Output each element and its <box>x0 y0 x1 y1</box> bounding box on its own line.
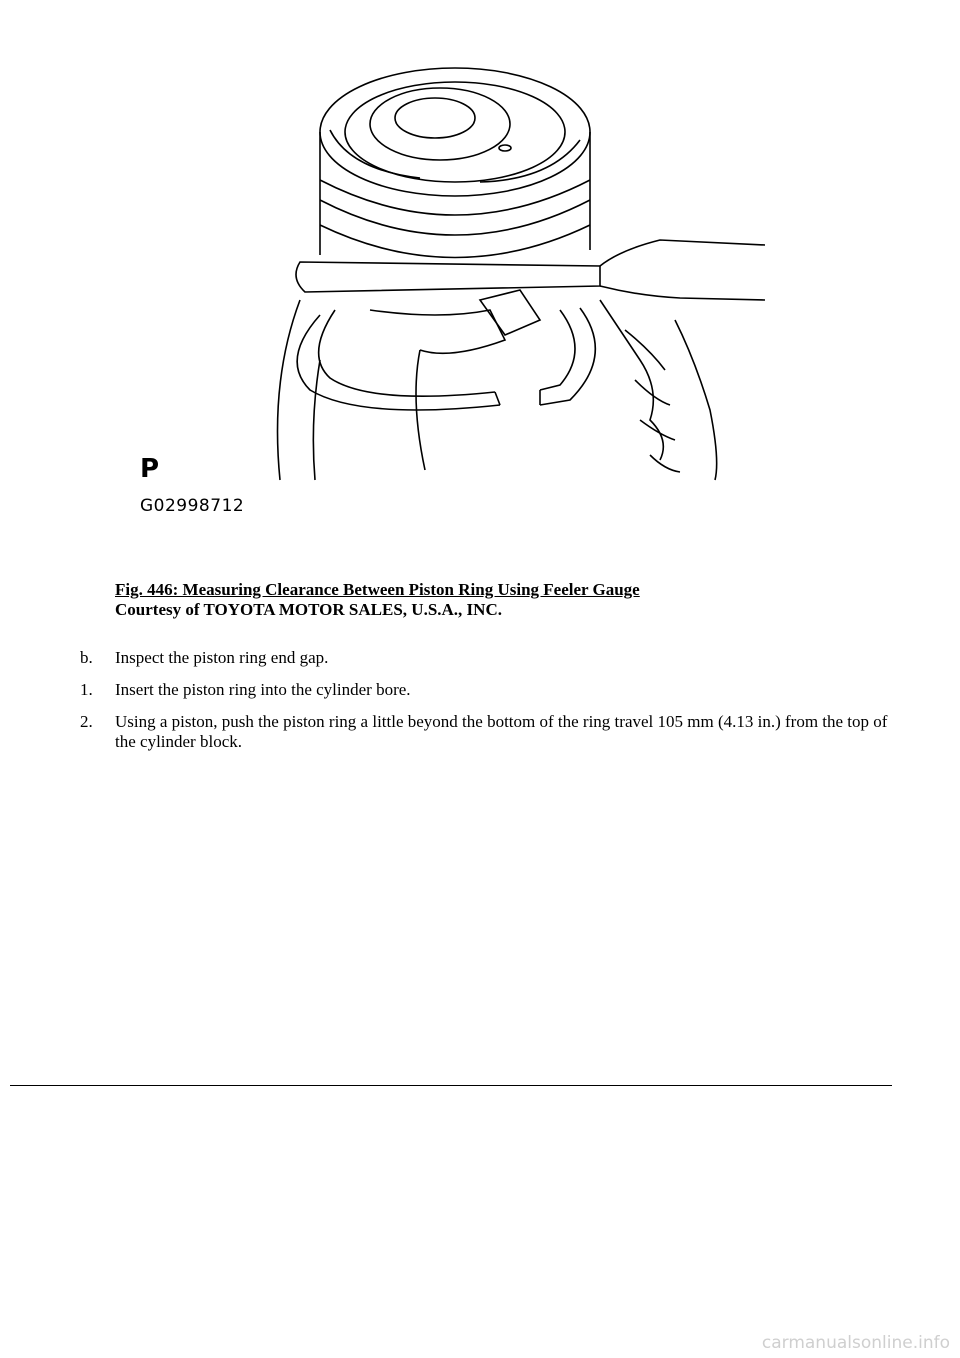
step-item <box>80 680 890 700</box>
figure-code: G02998712 <box>140 496 245 516</box>
step-marker: 1. <box>80 680 93 699</box>
figure-title: Fig. 446: Measuring Clearance Between Piston Ring Using Feeler Gauge <box>115 580 640 599</box>
piston-feeler-gauge-drawing <box>120 60 800 530</box>
step-marker: 2. <box>80 712 93 731</box>
step-item <box>80 648 890 668</box>
watermark: carmanualsonline.info <box>761 1333 950 1353</box>
footer-divider <box>10 1085 892 1086</box>
figure-caption <box>115 580 640 620</box>
step-text: Insert the piston ring into the cylinder bore. <box>115 680 411 699</box>
step-marker: b. <box>80 648 93 667</box>
figure-label: P <box>140 454 160 484</box>
figure-courtesy: Courtesy of TOYOTA MOTOR SALES, U.S.A., INC. <box>115 600 502 619</box>
piston-ring-illustration <box>120 60 800 530</box>
step-text: Using a piston, push the piston ring a little beyond the bottom of the ring travel 105 mm (4.13 in.) from the top of the cylinder block. <box>115 712 888 751</box>
step-item <box>80 712 890 752</box>
procedure-steps <box>80 648 890 764</box>
step-text: Inspect the piston ring end gap. <box>115 648 329 667</box>
